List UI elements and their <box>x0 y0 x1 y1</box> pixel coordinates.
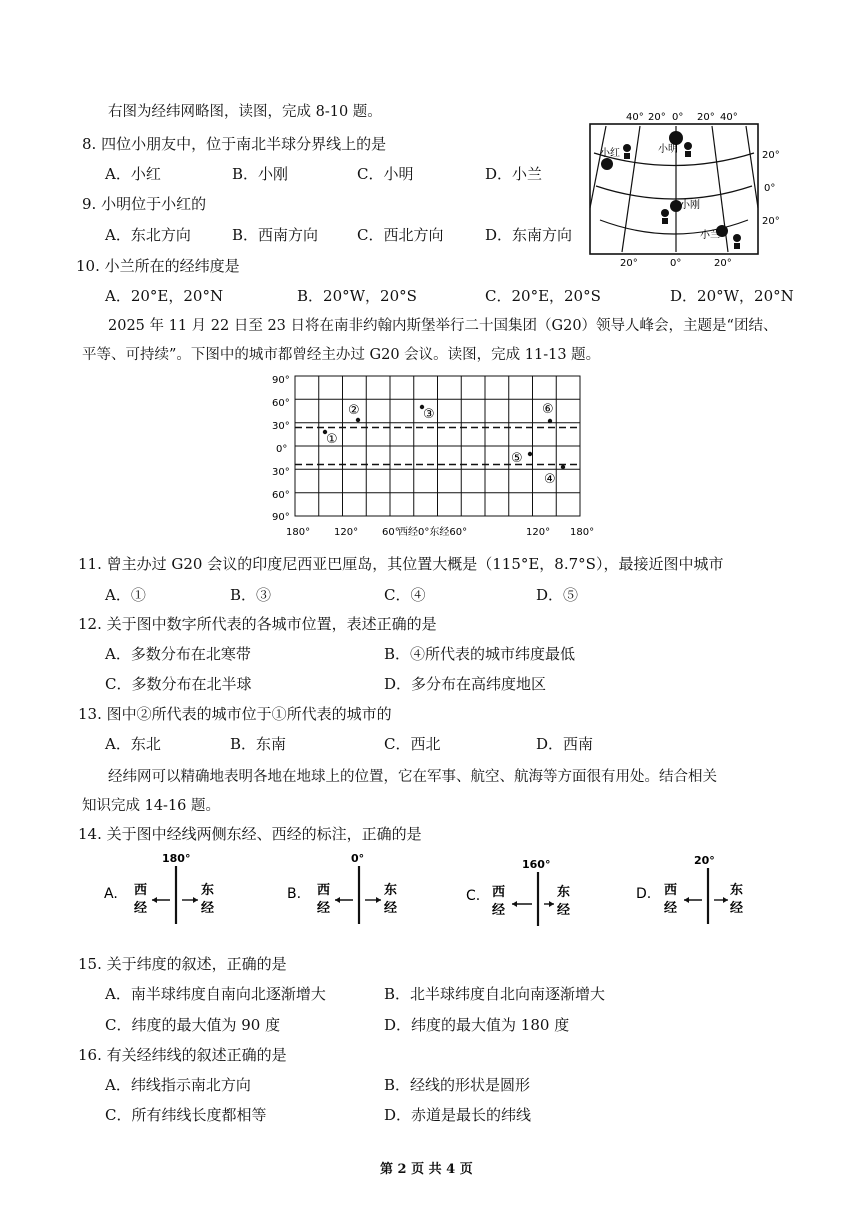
g20-x-label: 180° <box>286 527 311 538</box>
city-label-6: ⑥ <box>542 402 554 417</box>
g20-y-label: 30° <box>272 421 290 432</box>
g20-city-map <box>270 370 600 542</box>
q14-c-right-2: 经 <box>557 903 571 918</box>
g20-x-label: 西经0°东经60° <box>398 527 468 538</box>
q13-option-b[interactable]: B．东南 <box>230 735 287 753</box>
question-9-stem: 9. 小明位于小红的 <box>82 195 207 213</box>
city-label-1: ① <box>326 432 338 447</box>
q14-a-degree: 180° <box>162 852 191 865</box>
q16-option-d[interactable]: D．赤道是最长的纬线 <box>384 1106 532 1124</box>
q15-option-a[interactable]: A．南半球纬度自南向北逐渐增大 <box>105 985 326 1003</box>
g20-y-label: 60° <box>272 490 290 501</box>
q10-option-b[interactable]: B．20°W，20°S <box>297 287 417 305</box>
q11-option-c[interactable]: C．④ <box>384 586 426 604</box>
kid-name-xiaogang: 小刚 <box>680 200 700 211</box>
intro-11-13-line1: 2025 年 11 月 22 日至 23 日将在南非约翰内斯堡举行二十国集团（G20）领导人峰会，主题是“团结、 <box>108 318 778 334</box>
g20-y-label: 30° <box>272 467 290 478</box>
q9-option-d[interactable]: D．东南方向 <box>485 226 573 244</box>
city-label-5: ⑤ <box>511 451 523 466</box>
g20-x-label: 180° <box>570 527 595 538</box>
q12-option-c[interactable]: C．多数分布在北半球 <box>105 675 252 693</box>
q11-option-a[interactable]: A．① <box>105 586 146 604</box>
g20-y-label: 60° <box>272 398 290 409</box>
q12-option-a[interactable]: A．多数分布在北寒带 <box>105 645 251 663</box>
q14-a-letter: A. <box>104 886 118 902</box>
kid-name-xiaohong: 小红 <box>600 148 620 159</box>
q8-option-a[interactable]: A．小红 <box>105 165 161 183</box>
kid-name-xiaolan: 小兰 <box>700 230 720 241</box>
city-label-3: ③ <box>423 407 435 422</box>
q14-c-right-1: 东 <box>557 885 571 900</box>
q14-d-left-2: 经 <box>664 901 678 916</box>
q14-d-letter: D. <box>636 886 652 902</box>
g20-y-label: 90° <box>272 512 290 523</box>
question-11-stem: 11. 曾主办过 G20 会议的印度尼西亚巴厘岛，其位置大概是（115°E，8.7°S），最接近图中城市 <box>78 555 724 573</box>
q14-d-degree: 20° <box>694 854 715 867</box>
q16-option-b[interactable]: B．经线的形状是圆形 <box>384 1076 531 1094</box>
q13-option-a[interactable]: A．东北 <box>105 735 161 753</box>
q16-option-c[interactable]: C．所有纬线长度都相等 <box>105 1106 267 1124</box>
q15-option-d[interactable]: D．纬度的最大值为 180 度 <box>384 1016 570 1034</box>
q14-b-right-2: 经 <box>384 901 398 916</box>
q14-option-d[interactable] <box>632 850 762 926</box>
city-label-4: ④ <box>544 472 556 487</box>
question-15-stem: 15. 关于纬度的叙述，正确的是 <box>78 955 287 973</box>
map-bottom-label: 0° <box>670 258 682 269</box>
q14-c-left-2: 经 <box>492 903 506 918</box>
map-top-label: 20° <box>648 112 666 123</box>
map-bottom-label: 20° <box>620 258 638 269</box>
q13-option-c[interactable]: C．西北 <box>384 735 441 753</box>
question-8-stem: 8. 四位小朋友中，位于南北半球分界线上的是 <box>82 135 387 153</box>
q10-option-a[interactable]: A．20°E，20°N <box>105 287 224 305</box>
q10-option-d[interactable]: D．20°W，20°N <box>670 287 794 305</box>
q9-option-a[interactable]: A．东北方向 <box>105 226 191 244</box>
q16-option-a[interactable]: A．纬线指示南北方向 <box>105 1076 251 1094</box>
q14-a-right-2: 经 <box>201 901 215 916</box>
g20-x-label: 120° <box>334 527 359 538</box>
q14-b-left-2: 经 <box>317 901 331 916</box>
question-16-stem: 16. 有关经纬线的叙述正确的是 <box>78 1046 287 1064</box>
map-right-label: 20° <box>762 216 780 227</box>
q14-a-right-1: 东 <box>201 883 215 898</box>
g20-y-label: 0° <box>276 444 288 455</box>
graticule-map <box>582 108 784 270</box>
map-top-label: 0° <box>672 112 684 123</box>
q12-option-d[interactable]: D．多分布在高纬度地区 <box>384 675 547 693</box>
q8-option-c[interactable]: C．小明 <box>357 165 414 183</box>
q10-option-c[interactable]: C．20°E，20°S <box>485 287 601 305</box>
q14-option-a[interactable] <box>100 850 230 926</box>
question-14-stem: 14. 关于图中经线两侧东经、西经的标注，正确的是 <box>78 825 422 843</box>
intro-14-16-line1: 经纬网可以精确地表明各地在地球上的位置，它在军事、航空、航海等方面很有用处。结合相关 <box>108 769 717 785</box>
q14-b-right-1: 东 <box>384 883 398 898</box>
g20-y-label: 90° <box>272 375 290 386</box>
q14-c-degree: 160° <box>522 858 551 871</box>
intro-11-13-line2: 平等、可持续”。下图中的城市都曾经主办过 G20 会议。读图，完成 11-13 题。 <box>82 347 601 363</box>
q15-option-b[interactable]: B．北半球纬度自北向南逐渐增大 <box>384 985 606 1003</box>
q13-option-d[interactable]: D．西南 <box>536 735 594 753</box>
q14-b-left-1: 西 <box>317 883 331 898</box>
question-13-stem: 13. 图中②所代表的城市位于①所代表的城市的 <box>78 705 392 723</box>
question-10-stem: 10. 小兰所在的经纬度是 <box>76 257 240 275</box>
q11-option-b[interactable]: B．③ <box>230 586 272 604</box>
q14-d-right-2: 经 <box>730 901 744 916</box>
q8-option-d[interactable]: D．小兰 <box>485 165 543 183</box>
city-label-2: ② <box>348 403 360 418</box>
page-footer: 第 2 页 共 4 页 <box>380 1162 473 1177</box>
g20-x-label: 60° <box>382 527 400 538</box>
q14-b-degree: 0° <box>351 852 365 865</box>
q11-option-d[interactable]: D．⑤ <box>536 586 579 604</box>
g20-x-label: 120° <box>526 527 551 538</box>
q14-option-b[interactable] <box>283 850 413 926</box>
map-bottom-label: 20° <box>714 258 732 269</box>
map-top-label: 20° <box>697 112 715 123</box>
q8-option-b[interactable]: B．小刚 <box>232 165 289 183</box>
kid-name-xiaoming: 小明 <box>658 144 678 155</box>
q14-option-c[interactable] <box>462 852 592 928</box>
q15-option-c[interactable]: C．纬度的最大值为 90 度 <box>105 1016 281 1034</box>
q14-c-left-1: 西 <box>492 885 506 900</box>
map-top-label: 40° <box>720 112 738 123</box>
q14-a-left-1: 西 <box>134 883 148 898</box>
q14-c-letter: C. <box>466 888 481 904</box>
map-top-label: 40° <box>626 112 644 123</box>
q9-option-c[interactable]: C．西北方向 <box>357 226 444 244</box>
intro-14-16-line2: 知识完成 14-16 题。 <box>82 798 221 814</box>
q12-option-b[interactable]: B．④所代表的城市纬度最低 <box>384 645 576 663</box>
map-right-label: 20° <box>762 150 780 161</box>
q14-a-left-2: 经 <box>134 901 148 916</box>
map-right-label: 0° <box>764 183 776 194</box>
q14-d-right-1: 东 <box>730 883 744 898</box>
q14-b-letter: B. <box>287 886 302 902</box>
question-12-stem: 12. 关于图中数字所代表的各城市位置，表述正确的是 <box>78 615 437 633</box>
q9-option-b[interactable]: B．西南方向 <box>232 226 319 244</box>
q14-d-left-1: 西 <box>664 883 678 898</box>
intro-8-10: 右图为经纬网略图，读图，完成 8-10 题。 <box>108 104 382 120</box>
